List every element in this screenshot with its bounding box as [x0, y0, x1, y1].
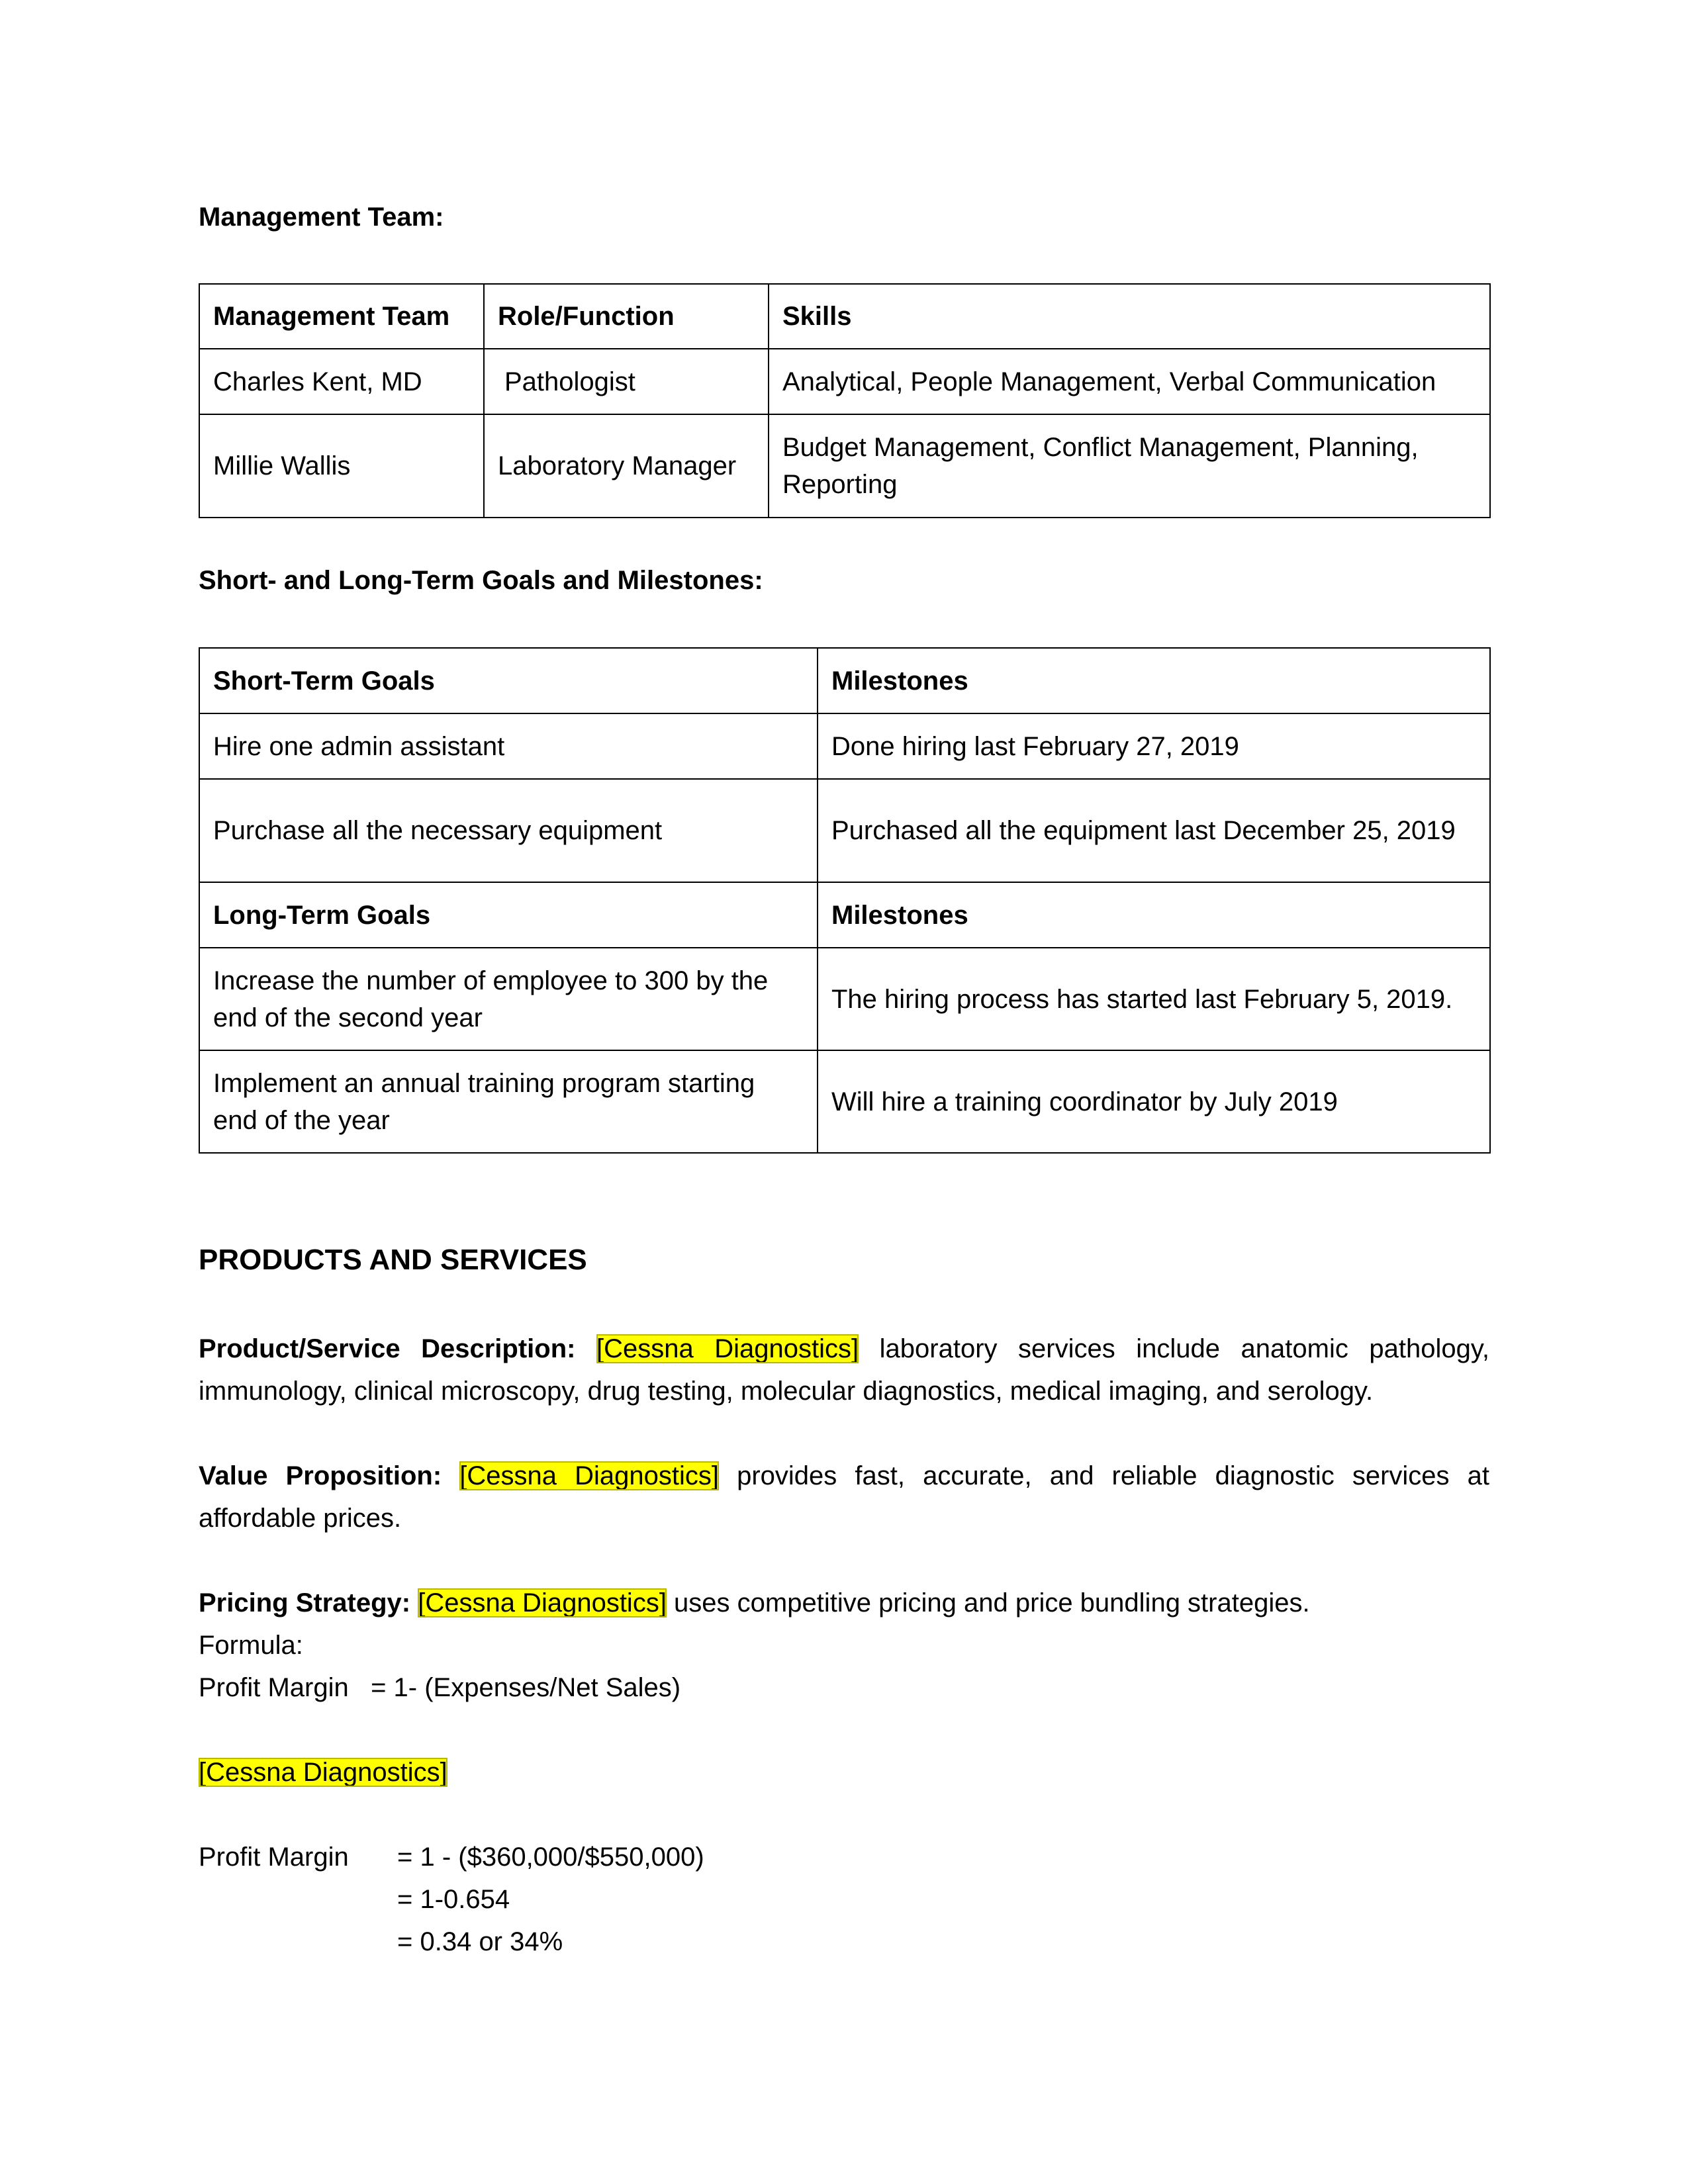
value-text: provides fast, accurate, and reliable diagnostic services at affordable prices.	[199, 1461, 1489, 1533]
calc-line: = 1 - ($360,000/$550,000)	[397, 1843, 704, 1872]
table-cell: Increase the number of employee to 300 by the end of the second year	[199, 948, 818, 1050]
table-header-row	[199, 284, 1490, 349]
header-short-term-goals: Short-Term Goals	[199, 648, 818, 713]
products-services-title: PRODUCTS AND SERVICES	[199, 1244, 587, 1276]
formula-line: Profit Margin = 1- (Expenses/Net Sales)	[199, 1673, 681, 1702]
goals-heading: Short- and Long-Term Goals and Milestones:	[199, 566, 763, 595]
table-cell: Implement an annual training program starting end of the year	[199, 1050, 818, 1153]
calc-line: = 0.34 or 34%	[397, 1927, 563, 1956]
table-row	[199, 779, 1490, 882]
formula-label: Formula:	[199, 1631, 303, 1660]
table-cell: Budget Management, Conflict Management, Planning, Reporting	[769, 414, 1490, 518]
company-name-highlight: [Cessna Diagnostics]	[199, 1758, 447, 1787]
company-name-line	[199, 1751, 447, 1794]
header-milestones: Milestones	[818, 882, 1490, 948]
table-cell: Purchase all the necessary equipment	[199, 779, 818, 882]
goals-table	[199, 647, 1491, 1154]
management-team-table	[199, 283, 1491, 518]
product-description-paragraph	[199, 1328, 1489, 1412]
company-name-highlight: [Cessna Diagnostics]	[418, 1588, 667, 1617]
table-header-row	[199, 882, 1490, 948]
calc-label: Profit Margin	[199, 1843, 349, 1872]
header-milestones: Milestones	[818, 648, 1490, 713]
table-cell: Charles Kent, MD	[199, 349, 484, 414]
table-cell: Laboratory Manager	[484, 414, 769, 518]
value-label: Value Proposition:	[199, 1461, 442, 1490]
calc-line: = 1-0.654	[397, 1885, 510, 1914]
table-cell: Millie Wallis	[199, 414, 484, 518]
table-cell: Hire one admin assistant	[199, 713, 818, 779]
header-role-function: Role/Function	[484, 284, 769, 349]
table-row	[199, 349, 1490, 414]
pricing-text: uses competitive pricing and price bundling strategies.	[666, 1588, 1310, 1617]
table-cell: Purchased all the equipment last December 25, 2019	[818, 779, 1490, 882]
description-label: Product/Service Description:	[199, 1334, 576, 1363]
table-row	[199, 1050, 1490, 1153]
table-cell: Analytical, People Management, Verbal Communication	[769, 349, 1490, 414]
table-cell: Will hire a training coordinator by July 2019	[818, 1050, 1490, 1153]
header-long-term-goals: Long-Term Goals	[199, 882, 818, 948]
table-row	[199, 948, 1490, 1050]
table-row	[199, 414, 1490, 518]
pricing-strategy-paragraph	[199, 1582, 1489, 1624]
management-team-heading: Management Team:	[199, 203, 444, 232]
table-cell: The hiring process has started last February 5, 2019.	[818, 948, 1490, 1050]
company-name-highlight: [Cessna Diagnostics]	[459, 1461, 719, 1490]
table-row	[199, 713, 1490, 779]
pricing-label: Pricing Strategy:	[199, 1588, 411, 1617]
description-text: laboratory services include anatomic pathology, immunology, clinical microscopy, drug testing, molecular diagnostics, medical imaging, and serology.	[199, 1334, 1489, 1406]
header-skills: Skills	[769, 284, 1490, 349]
value-proposition-paragraph	[199, 1455, 1489, 1539]
table-header-row	[199, 648, 1490, 713]
company-name-highlight: [Cessna Diagnostics]	[596, 1334, 859, 1363]
table-cell: Pathologist	[484, 349, 769, 414]
table-cell: Done hiring last February 27, 2019	[818, 713, 1490, 779]
header-management-team: Management Team	[199, 284, 484, 349]
